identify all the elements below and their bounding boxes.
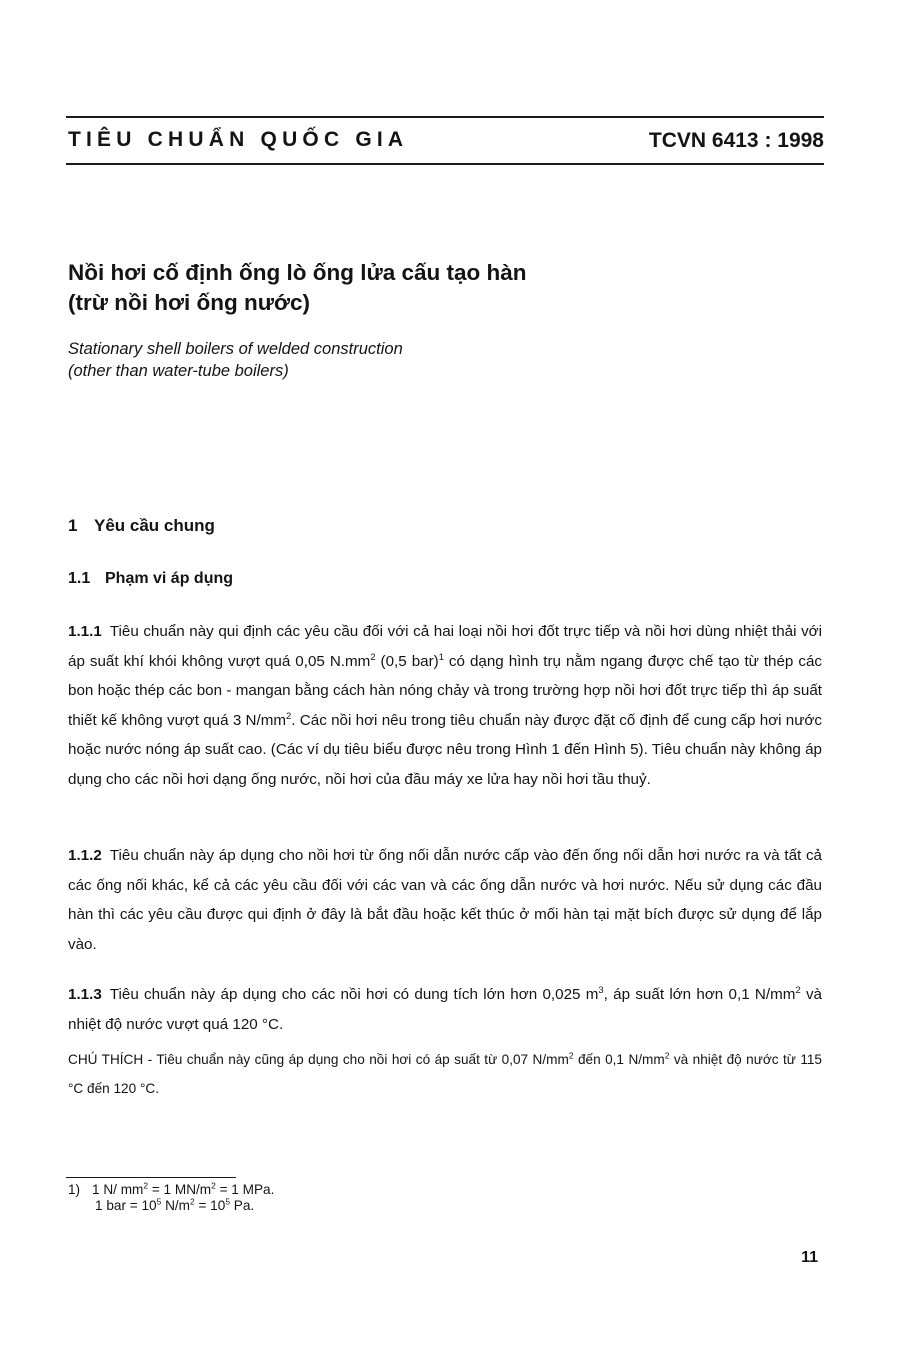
footnote-number: 1) (68, 1182, 81, 1197)
clause-text: , áp suất lớn hơn 0,1 N/mm (603, 986, 796, 1003)
english-title (68, 338, 403, 382)
header-bottom-rule (66, 163, 824, 165)
standard-series-label: TIÊU CHUẨN QUỐC GIA (68, 128, 409, 151)
clause-text: Tiêu chuẩn này áp dụng cho nồi hơi từ ống nối dẫn nước cấp vào đến ống nối dẫn hơi nước ra và tất cả các ống nối khác, kể cả các yêu cầu đối với các van và các ống dẫn nước và hơi nước. Nếu sử dụng các đầu hàn thì các yêu cầu được qui định ở đây là bắt đầu hoặc kết thúc ở mối hàn tại mặt bích được sử dụng để lắp vào. (68, 847, 822, 953)
clause-text: có dạng hình trụ nằm ngang được chế tạo từ thép các bon hoặc thép các bon - mangan bằng cách hàn nóng chảy và trong trường hợp nồi hơi đốt trực tiếp thì áp suất thiết kế không vượt quá 3 N/mm (68, 652, 822, 729)
superscript: 2 (286, 709, 292, 721)
document-title-line1: Nồi hơi cố định ống lò ống lửa cấu tạo hàn (68, 260, 527, 285)
section-title: Yêu cầu chung (94, 516, 215, 535)
superscript: 2 (211, 1180, 216, 1191)
clause-1-1-3 (68, 980, 822, 1039)
note-text: và nhiệt độ nước từ 115 °C đến 120 °C. (68, 1052, 822, 1096)
note-paragraph (68, 1045, 822, 1103)
clause-number: 1.1.1 (68, 623, 102, 640)
page-number: 11 (801, 1249, 818, 1266)
document-title-line2: (trừ nồi hơi ống nước) (68, 290, 311, 315)
subsection-heading (68, 570, 233, 588)
note-text: đến 0,1 N/mm (573, 1052, 665, 1067)
footnote-text: N/m (161, 1198, 190, 1213)
superscript: 3 (598, 983, 604, 995)
footnote-text: Pa. (230, 1198, 255, 1213)
footnote-text: 1 bar = 10 (95, 1198, 157, 1213)
superscript: 2 (143, 1180, 149, 1191)
footnote-text: = 1 MPa. (215, 1182, 275, 1197)
footnote-text: 1 N/ mm (92, 1182, 144, 1197)
section-number: 1 (68, 516, 78, 535)
subsection-title: Phạm vi áp dụng (105, 570, 234, 587)
clause-text: . Các nồi hơi nêu trong tiêu chuẩn này được đặt cố định để cung cấp hơi nước hoặc nước nóng áp suất cao. (Các ví dụ tiêu biểu được nêu trong Hình 1 đến Hình 5). Tiêu chuẩn này không áp dụng cho các nồi hơi dạng ống nước, nồi hơi của đầu máy xe lửa hay nồi hơi tầu thuỷ. (68, 711, 822, 788)
document-title (68, 258, 527, 318)
clause-number: 1.1.2 (68, 847, 102, 864)
clause-1-1-2 (68, 841, 822, 959)
superscript: 5 (225, 1196, 230, 1207)
footnote-line2 (95, 1198, 254, 1213)
superscript: 2 (795, 983, 801, 995)
clause-text: Tiêu chuẩn này qui định các yêu cầu đối với cả hai loại nồi hơi đốt trực tiếp và nồi hơi dùng nhiệt thải với áp suất khí khói không vượt quá 0,05 N.mm (68, 623, 822, 670)
note-text: CHÚ THÍCH - Tiêu chuẩn này cũng áp dụng cho nồi hơi có áp suất từ 0,07 N/mm (68, 1052, 569, 1067)
superscript: 2 (190, 1196, 195, 1207)
section-heading (68, 516, 215, 536)
footnote-text: = 1 MN/m (148, 1182, 212, 1197)
footnote-text: = 10 (194, 1198, 226, 1213)
clause-text: và nhiệt độ nước vượt quá 120 °C. (68, 986, 823, 1033)
superscript: 2 (370, 650, 376, 662)
clause-number: 1.1.3 (68, 986, 102, 1003)
english-title-line1: Stationary shell boilers of welded construction (68, 340, 403, 358)
english-title-line2: (other than water-tube boilers) (68, 362, 289, 380)
clause-text: (0,5 bar) (375, 652, 439, 670)
clause-text: Tiêu chuẩn này áp dụng cho các nồi hơi có dung tích lớn hơn 0,025 m (109, 986, 599, 1003)
superscript: 5 (156, 1196, 162, 1207)
header-top-rule (66, 116, 824, 118)
standard-code: TCVN 6413 : 1998 (648, 129, 824, 152)
superscript: 2 (664, 1050, 670, 1061)
footnote-line1 (68, 1182, 274, 1197)
clause-1-1-1 (68, 617, 822, 795)
footnote-ref: 1 (438, 650, 444, 662)
subsection-number: 1.1 (68, 570, 91, 587)
footnote-separator (66, 1177, 236, 1178)
superscript: 2 (568, 1050, 574, 1061)
